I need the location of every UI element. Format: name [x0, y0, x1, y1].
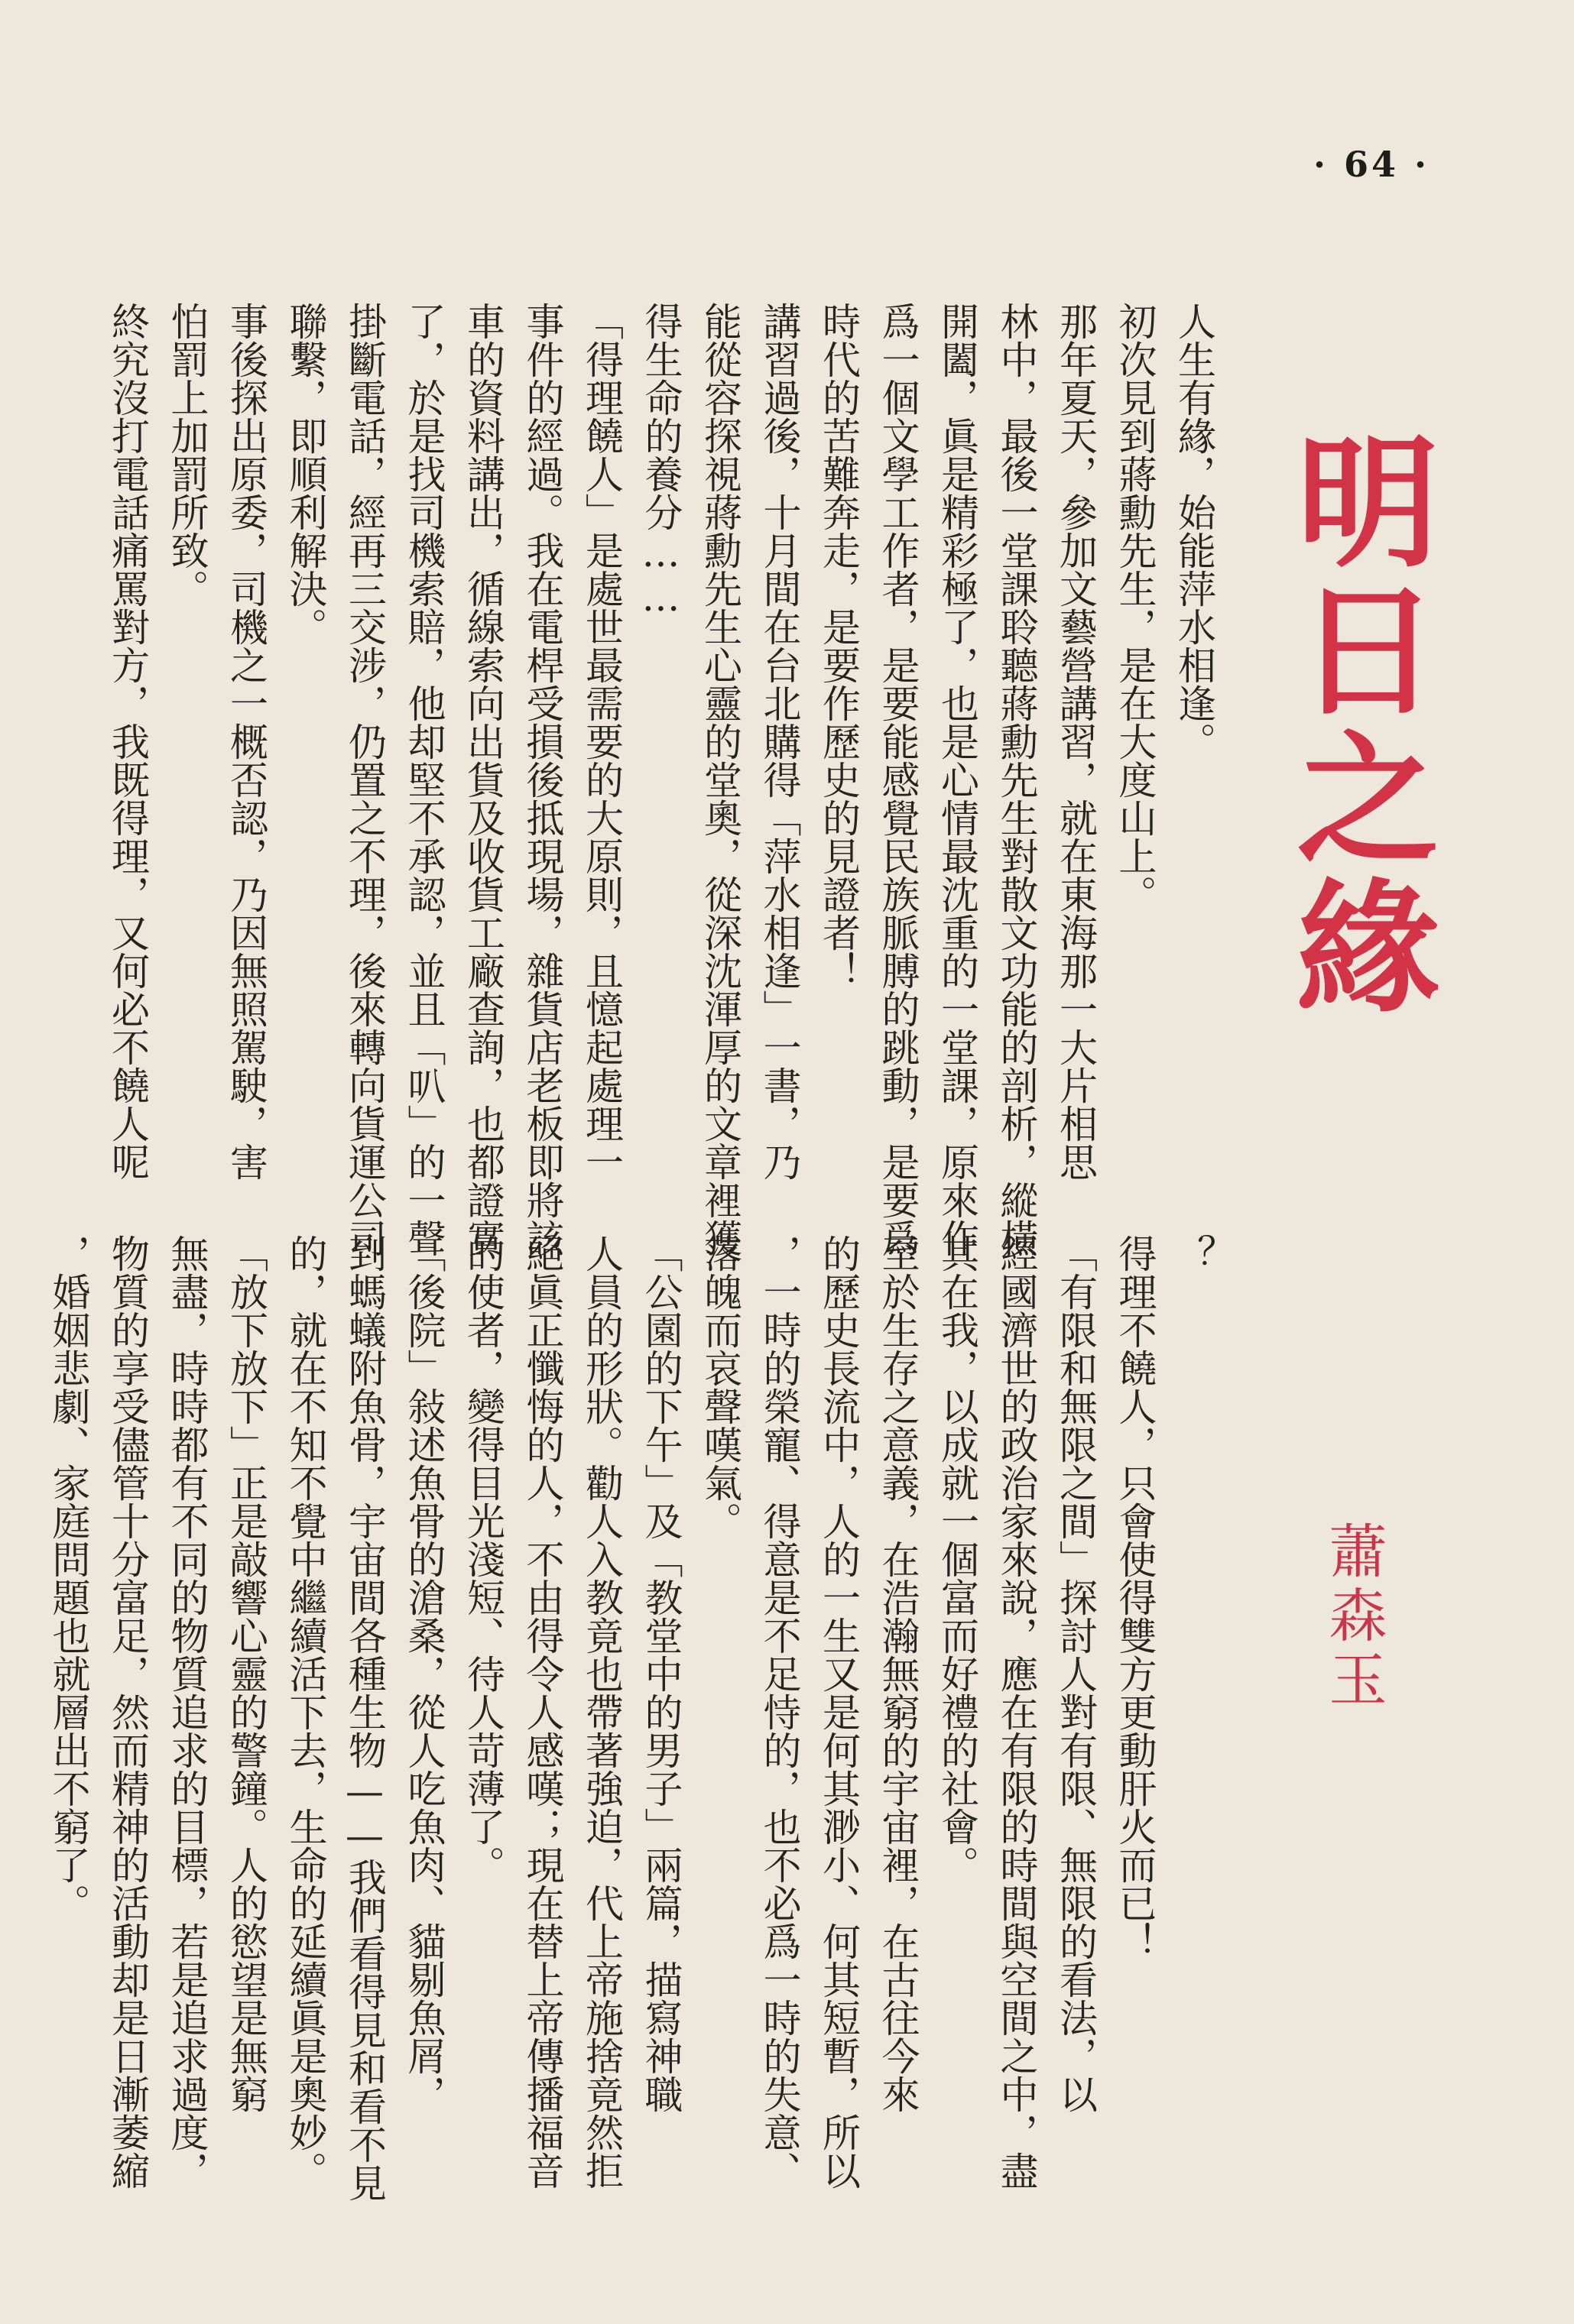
text-column: 的，就在不知不覺中繼續活下去，生命的延續眞是奧妙。 [283, 1234, 328, 2189]
text-column: 到螞蟻附魚骨，宇宙間各種生物——我們看得見和看不見 [342, 1234, 387, 2202]
text-column: 了，於是找司機索賠，他却堅不承認，並且「叭」的一聲 [401, 302, 446, 1257]
text-column: 終究沒打電話痛罵對方，我既得理，又何必不饒人呢 [105, 302, 150, 1181]
text-column: 落魄而哀聲嘆氣。 [698, 1234, 742, 1540]
article-body-lower [46, 1234, 1223, 2202]
text-column: ？ [1172, 1234, 1216, 1272]
text-column: 經國濟世的政治家來說，應在有限的時間與空間之中，盡 [994, 1234, 1039, 2189]
text-column: 「有限和無限之間」探討人對有限、無限的看法，以 [1053, 1234, 1098, 2113]
text-column: 「後院」敍述魚骨的滄桑，從人吃魚肉、貓剔魚屑， [401, 1234, 446, 2113]
page-number: · 64 · [1313, 144, 1430, 185]
text-column: 能從容探視蔣勳先生心靈的堂奧，從深沈渾厚的文章裡獲 [698, 302, 742, 1257]
text-column: 「得理饒人」是處世最需要的大原則，且憶起處理一 [579, 302, 624, 1181]
article-body-upper [105, 302, 1223, 1257]
text-column: 怕罰上加罰所致。 [164, 302, 209, 608]
text-column: 初次見到蔣勳先生，是在大度山上。 [1112, 302, 1157, 913]
text-column: 那年夏天，參加文藝營講習，就在東海那一大片相思 [1053, 302, 1098, 1181]
text-column: 得理不饒人，只會使得雙方更動肝火而已！ [1112, 1234, 1157, 1960]
text-column: 「放下放下」正是敲響心靈的警鐘。人的慾望是無窮 [224, 1234, 268, 2113]
text-column: 事後探出原委，司機之一概否認，乃因無照駕駛，害 [224, 302, 268, 1181]
text-column: 的使者，變得目光淺短、待人苛薄了。 [461, 1234, 505, 1884]
text-column: 物質的享受儘管十分富足，然而精神的活動却是日漸萎縮 [105, 1234, 150, 2189]
text-column: 掛斷電話，經再三交涉，仍置之不理，後來轉向貨運公司 [342, 302, 387, 1257]
text-column: 其在我，以成就一個富而好禮的社會。 [935, 1234, 979, 1884]
text-column: 的歷史長流中，人的一生又是何其渺小、何其短暫，所以 [816, 1234, 861, 2189]
text-column: 爲一個文學工作者，是要能感覺民族脈膊的跳動，是要爲 [875, 302, 920, 1257]
text-column: 聯繫，即順利解決。 [283, 302, 328, 646]
text-column: 林中，最後一堂課聆聽蔣勳先生對散文功能的剖析，縱橫 [994, 302, 1039, 1257]
text-column: 車的資料講出，循線索向出貨及收貨工廠查詢，也都證實 [461, 302, 505, 1257]
text-column: 人員的形狀。勸人入教竟也帶著強迫，代上帝施捨竟然拒 [579, 1234, 624, 2189]
article-author: 蕭森玉 [1319, 1521, 1387, 1713]
text-column: ，一時的榮寵、得意是不足恃的，也不必爲一時的失意、 [757, 1234, 802, 2189]
text-column: 講習過後，十月間在台北購得「萍水相逢」一書，乃 [757, 302, 802, 1181]
text-column: 得生命的養分…… [638, 302, 683, 620]
text-column: 至於生存之意義，在浩瀚無窮的宇宙裡，在古往今來 [875, 1234, 920, 2113]
text-column: 絕眞正懺悔的人，不由得令人感嘆；現在替上帝傳播福音 [520, 1234, 565, 2189]
text-column: 無盡，時時都有不同的物質追求的目標，若是追求過度， [164, 1234, 209, 2189]
text-column: 人生有緣，始能萍水相逢。 [1172, 302, 1216, 760]
article-title: 明日之緣 [1274, 428, 1441, 1021]
text-column: 「公園的下午」及「教堂中的男子」兩篇，描寫神職 [638, 1234, 683, 2113]
text-column: 開闔，眞是精彩極了，也是心情最沈重的一堂課，原來作 [935, 302, 979, 1257]
text-column: ，婚姻悲劇、家庭問題也就層出不窮了。 [46, 1234, 91, 1922]
text-column: 時代的苦難奔走，是要作歷史的見證者！ [816, 302, 861, 990]
text-column: 事件的經過。我在電桿受損後抵現場，雜貨店老板即將該 [520, 302, 565, 1257]
